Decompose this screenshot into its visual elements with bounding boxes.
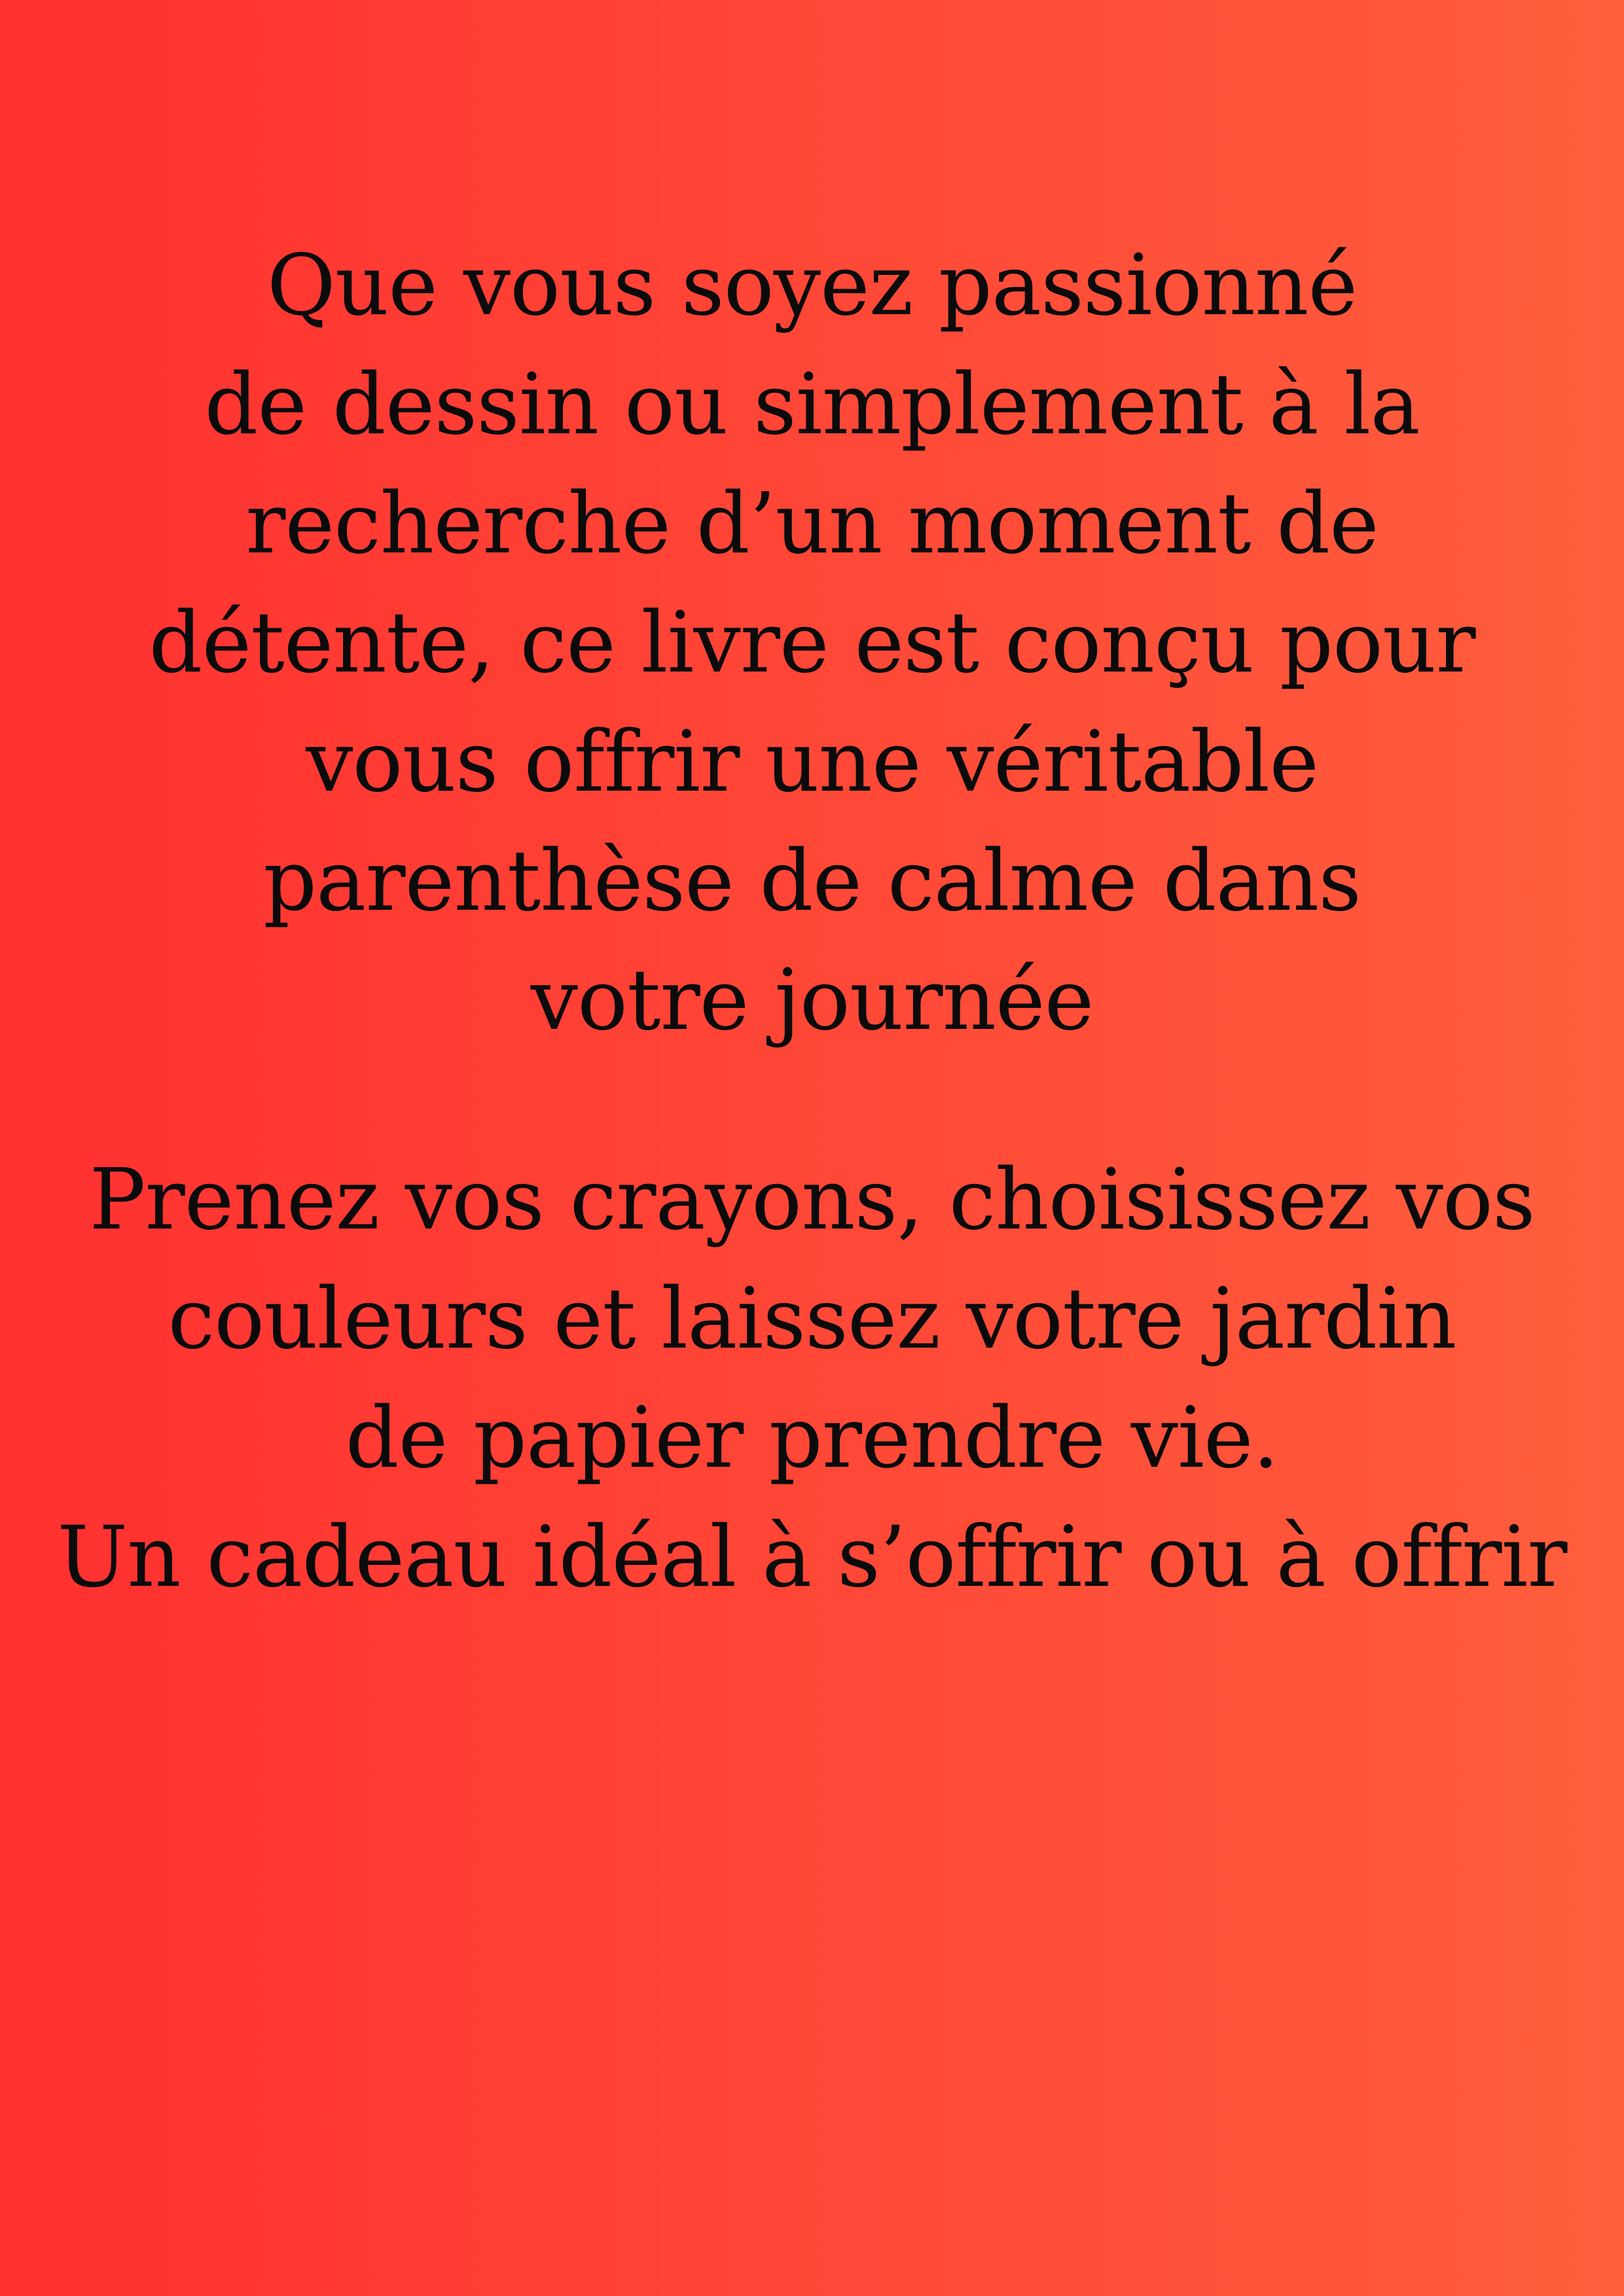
text-line: détente, ce livre est conçu pour: [149, 594, 1475, 692]
text-line: parenthèse de calme dans: [263, 833, 1361, 930]
text-line: couleurs et laissez votre jardin: [168, 1270, 1456, 1368]
text-line: vous offrir une véritable: [306, 713, 1318, 811]
text-line: Un cadeau idéal à s’offrir ou à offrir: [57, 1509, 1567, 1606]
text-line: de papier prendre vie.: [345, 1390, 1279, 1487]
text-line: recherche d’un moment de: [245, 475, 1379, 573]
text-line: votre journée: [530, 952, 1094, 1049]
text-line: de dessin ou simplement à la: [204, 356, 1420, 454]
text-line: Prenez vos crayons, choisissez vos: [89, 1151, 1535, 1249]
text-line: Que vous soyez passionné: [266, 237, 1358, 334]
